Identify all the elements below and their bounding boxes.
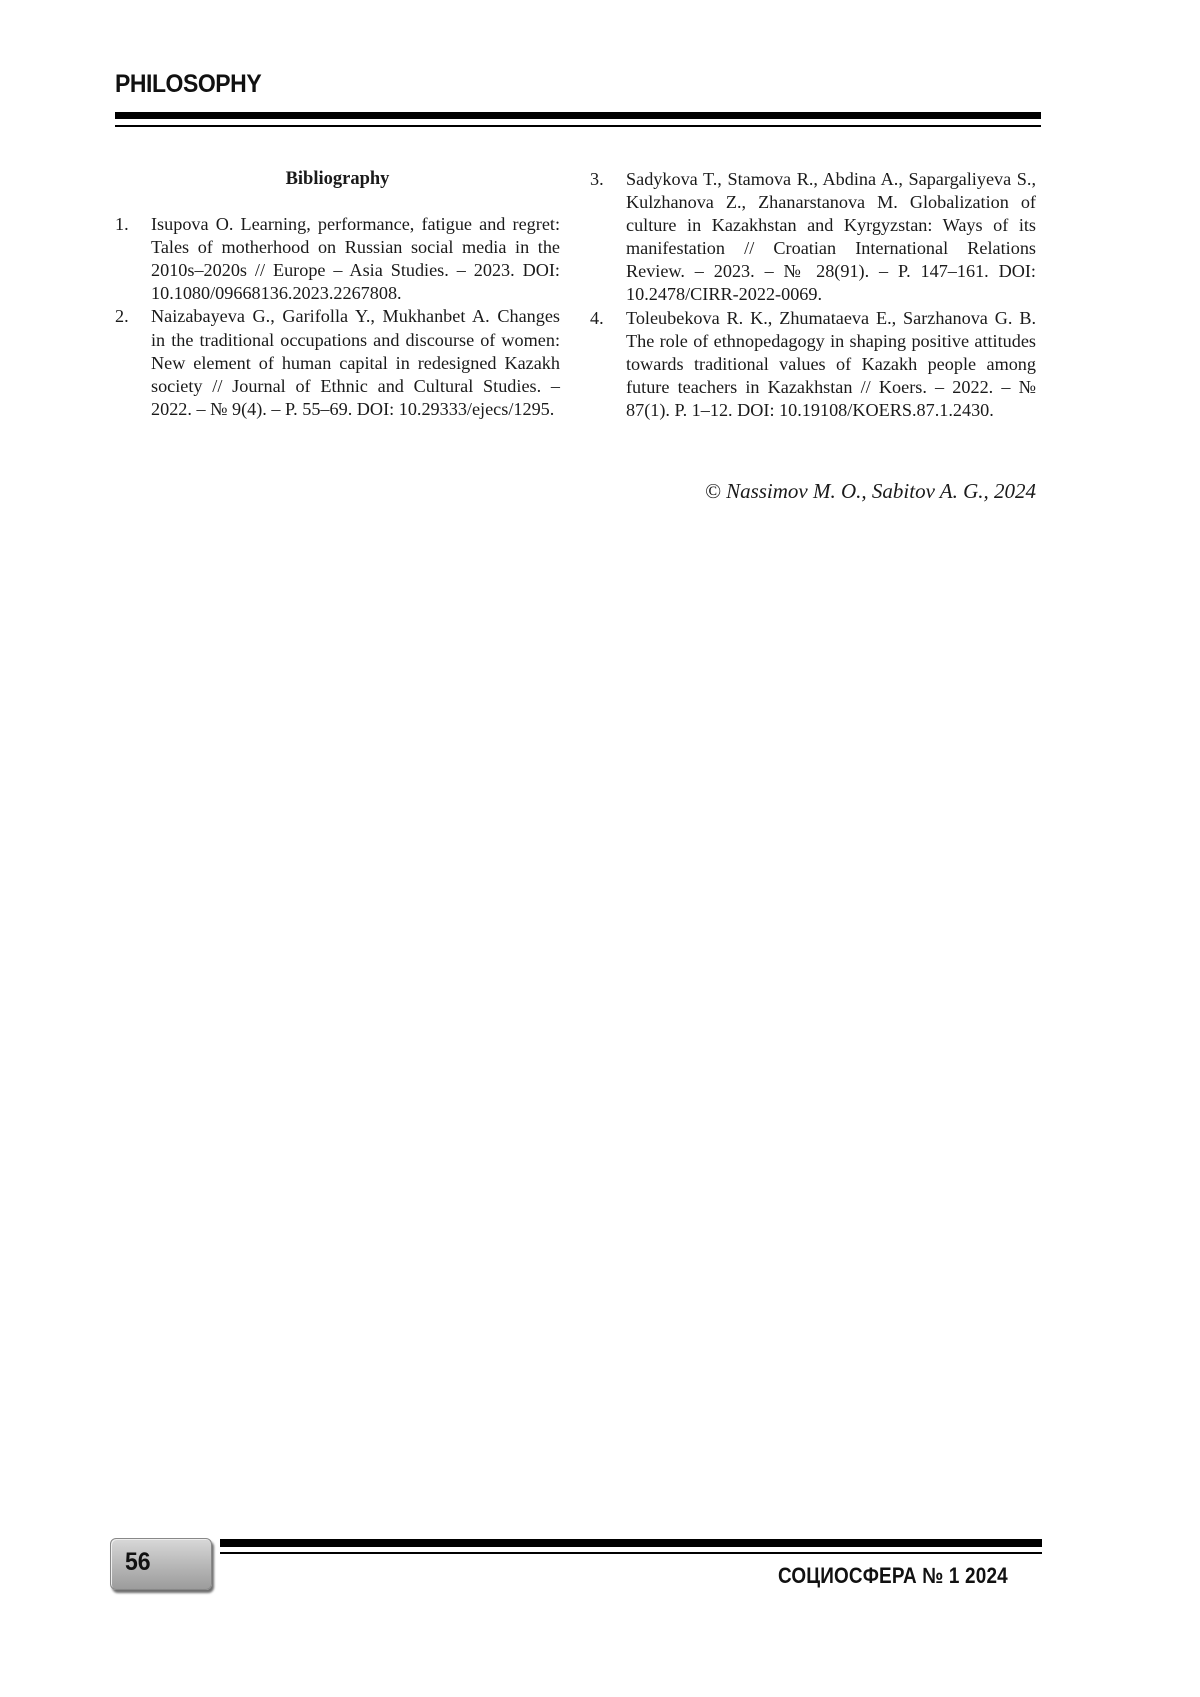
reference-number: 2. (115, 306, 129, 327)
page-number: 56 (125, 1548, 151, 1576)
reference-item (590, 168, 1036, 307)
reference-item (115, 213, 560, 305)
reference-text: Toleubekova R. K., Zhumataeva E., Sarzhanova G. B. The role of ethnopedagogy in shaping positive attitudes towards traditional values of Kazakh people among future teachers in Kazakhstan // Koers. – 2022. – № 87(1). P. 1–12. DOI: 10.19108/KOERS.87.1.2430. (626, 307, 1036, 420)
header-rule-thick (115, 112, 1041, 119)
reference-number: 3. (590, 169, 604, 189)
bibliography-title: Bibliography (285, 169, 390, 189)
reference-number: 1. (115, 214, 129, 235)
journal-name: СОЦИОСФЕРА № 1 2024 (778, 1563, 1008, 1588)
right-column (590, 168, 1036, 422)
reference-text: Isupova O. Learning, performance, fatigue and regret: Tales of motherhood on Russian social media in the 2010s–2020s // Europe – Asia Studies. – 2023. DOI: 10.1080/09668136.2023.2267808. (151, 214, 560, 304)
header-rule-thin (115, 125, 1041, 127)
reference-text: Sadykova T., Stamova R., Abdina A., Sapargaliyeva S., Kulzhanova Z., Zhanarstanova M. Globalization of culture in Kazakhstan and Kyrgyzstan: Ways of its manifestation // Croatian International Relations Review. – 2023. – № 28(91). – P. 147–161. DOI: 10.2478/CIRR-2022-0069. (626, 169, 1036, 305)
reference-number: 4. (590, 307, 604, 328)
reference-text: Naizabayeva G., Garifolla Y., Mukhanbet A. Changes in the traditional occupations and discourse of women: New element of human capital in redesigned Kazakh society // Journal of Ethnic and Cultural Studies. – 2022. – № 9(4). – P. 55–69. DOI: 10.29333/ejecs/1295. (151, 306, 560, 419)
section-header: PHILOSOPHY (115, 70, 262, 98)
reference-item (115, 305, 560, 420)
page-number-box (110, 1538, 212, 1590)
reference-item (590, 307, 1036, 422)
left-column (115, 168, 560, 421)
footer-rule-thick (220, 1539, 1042, 1547)
footer-rule-thin (220, 1552, 1042, 1554)
copyright-notice: © Nassimov M. O., Sabitov A. G., 2024 (704, 479, 1036, 503)
